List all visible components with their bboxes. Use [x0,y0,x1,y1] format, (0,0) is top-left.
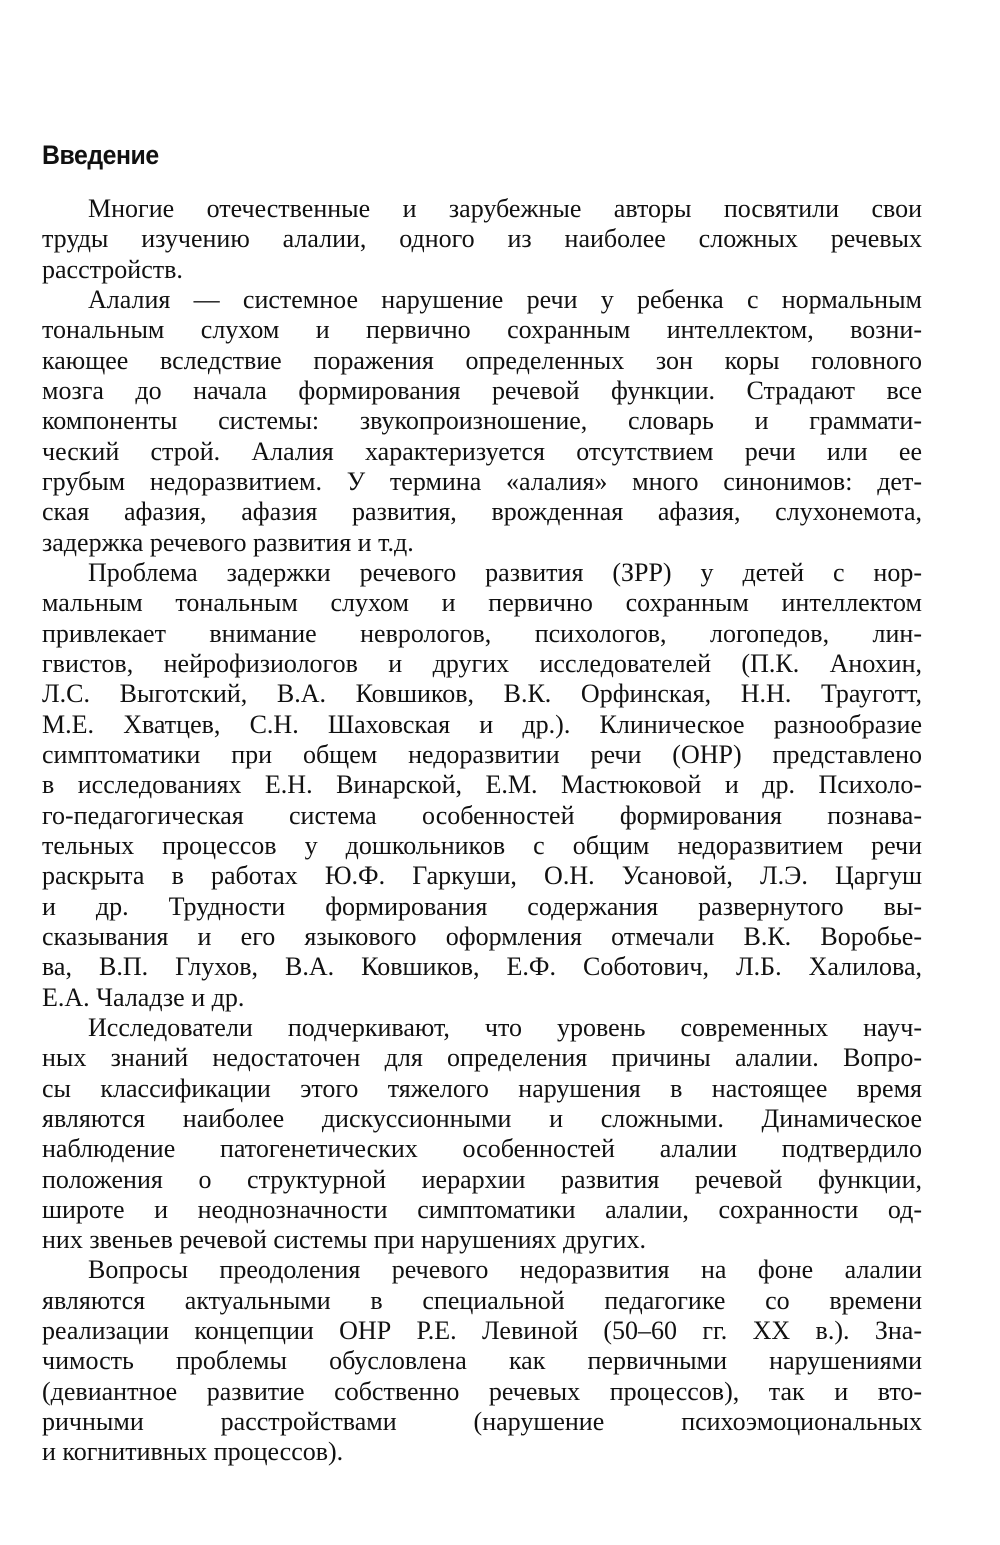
text-line: них звеньев речевой системы при нарушениях других. [42,1225,646,1255]
text-line: Вопросы преодоления речевого недоразвития на фоне алалии [88,1255,922,1285]
text-line: М.Е. Хватцев, С.Н. Шаховская и др.). Клиническое разнообразие [42,709,922,739]
text-line: компоненты системы: звукопроизношение, словарь и граммати- [42,406,922,436]
text-line: тельных процессов у дошкольников с общим недоразвитием речи [42,830,922,860]
text-line: тональным слухом и первично сохранным интеллектом, возни- [42,315,922,345]
text-line: го-педагогическая система особенностей формирования познава- [42,800,922,830]
text-line: Л.С. Выготский, В.А. Ковшиков, В.К. Орфинская, Н.Н. Трауготт, [42,679,922,709]
text-line: и когнитивных процессов). [42,1437,344,1467]
text-line: являются наиболее дискуссионными и сложными. Динамическое [42,1103,922,1133]
paragraph [42,285,922,558]
text-line: являются актуальными в специальной педагогике со времени [42,1285,922,1315]
text-line: ческий строй. Алалия характеризуется отсутствием речи или ее [42,436,922,466]
text-line: положения о структурной иерархии развития речевой функции, [42,1164,922,1194]
text-line: ричными расстройствами (нарушение психоэмоциональных [42,1407,922,1437]
section-heading: Введение [42,140,159,170]
text-line: труды изучению алалии, одного из наиболее сложных речевых [42,224,922,254]
text-line: и др. Трудности формирования содержания развернутого вы- [42,891,922,921]
text-line: сы классификации этого тяжелого нарушения в настоящее время [42,1073,922,1103]
text-line: гвистов, нейрофизиологов и других исследователей (П.К. Анохин, [42,648,922,678]
paragraph [42,194,922,285]
body-text [42,194,922,1468]
text-line: ская афазия, афазия развития, врожденная афазия, слухонемота, [42,497,922,527]
paragraph [42,1013,922,1256]
text-line: кающее вследствие поражения определенных зон коры головного [42,345,922,375]
text-line: ных знаний недостаточен для определения причины алалии. Вопро- [42,1043,922,1073]
text-line: широте и неоднозначности симптоматики алалии, сохранности од- [42,1194,922,1224]
text-line: чимость проблемы обусловлена как первичными нарушениями [42,1346,922,1376]
text-line: мальным тональным слухом и первично сохранным интеллектом [42,588,922,618]
text-line: Е.А. Чаладзе и др. [42,982,245,1012]
paragraph [42,558,922,1013]
text-line: мозга до начала формирования речевой функции. Страдают все [42,375,922,405]
text-line: (девиантное развитие собственно речевых процессов), так и вто- [42,1376,922,1406]
text-line: Алалия — системное нарушение речи у ребенка с нормальным [88,284,922,314]
text-line: задержка речевого развития и т.д. [42,527,414,557]
text-line: Многие отечественные и зарубежные авторы посвятили свои [88,194,922,223]
text-line: в исследованиях Е.Н. Винарской, Е.М. Мастюковой и др. Психоло- [42,770,922,800]
text-line: симптоматики при общем недоразвитии речи (ОНР) представлено [42,739,922,769]
text-line: привлекает внимание неврологов, психологов, логопедов, лин- [42,618,922,648]
text-line: грубым недоразвитием. У термина «алалия» много синонимов: дет- [42,466,922,496]
text-line: Проблема задержки речевого развития (ЗРР) у детей с нор- [88,557,922,587]
text-line: наблюдение патогенетических особенностей алалии подтвердило [42,1134,922,1164]
paragraph [42,1255,922,1467]
text-line: сказывания и его языкового оформления отмечали В.К. Воробье- [42,921,922,951]
text-line: Исследователи подчеркивают, что уровень современных науч- [88,1012,922,1042]
text-line: ва, В.П. Глухов, В.А. Ковшиков, Е.Ф. Соботович, Л.Б. Халилова, [42,952,922,982]
text-line: реализации концепции ОНР Р.Е. Левиной (50–60 гг. XX в.). Зна- [42,1316,922,1346]
text-line: раскрыта в работах Ю.Ф. Гаркуши, О.Н. Усановой, Л.Э. Царгуш [42,861,922,891]
text-line: расстройств. [42,254,183,284]
